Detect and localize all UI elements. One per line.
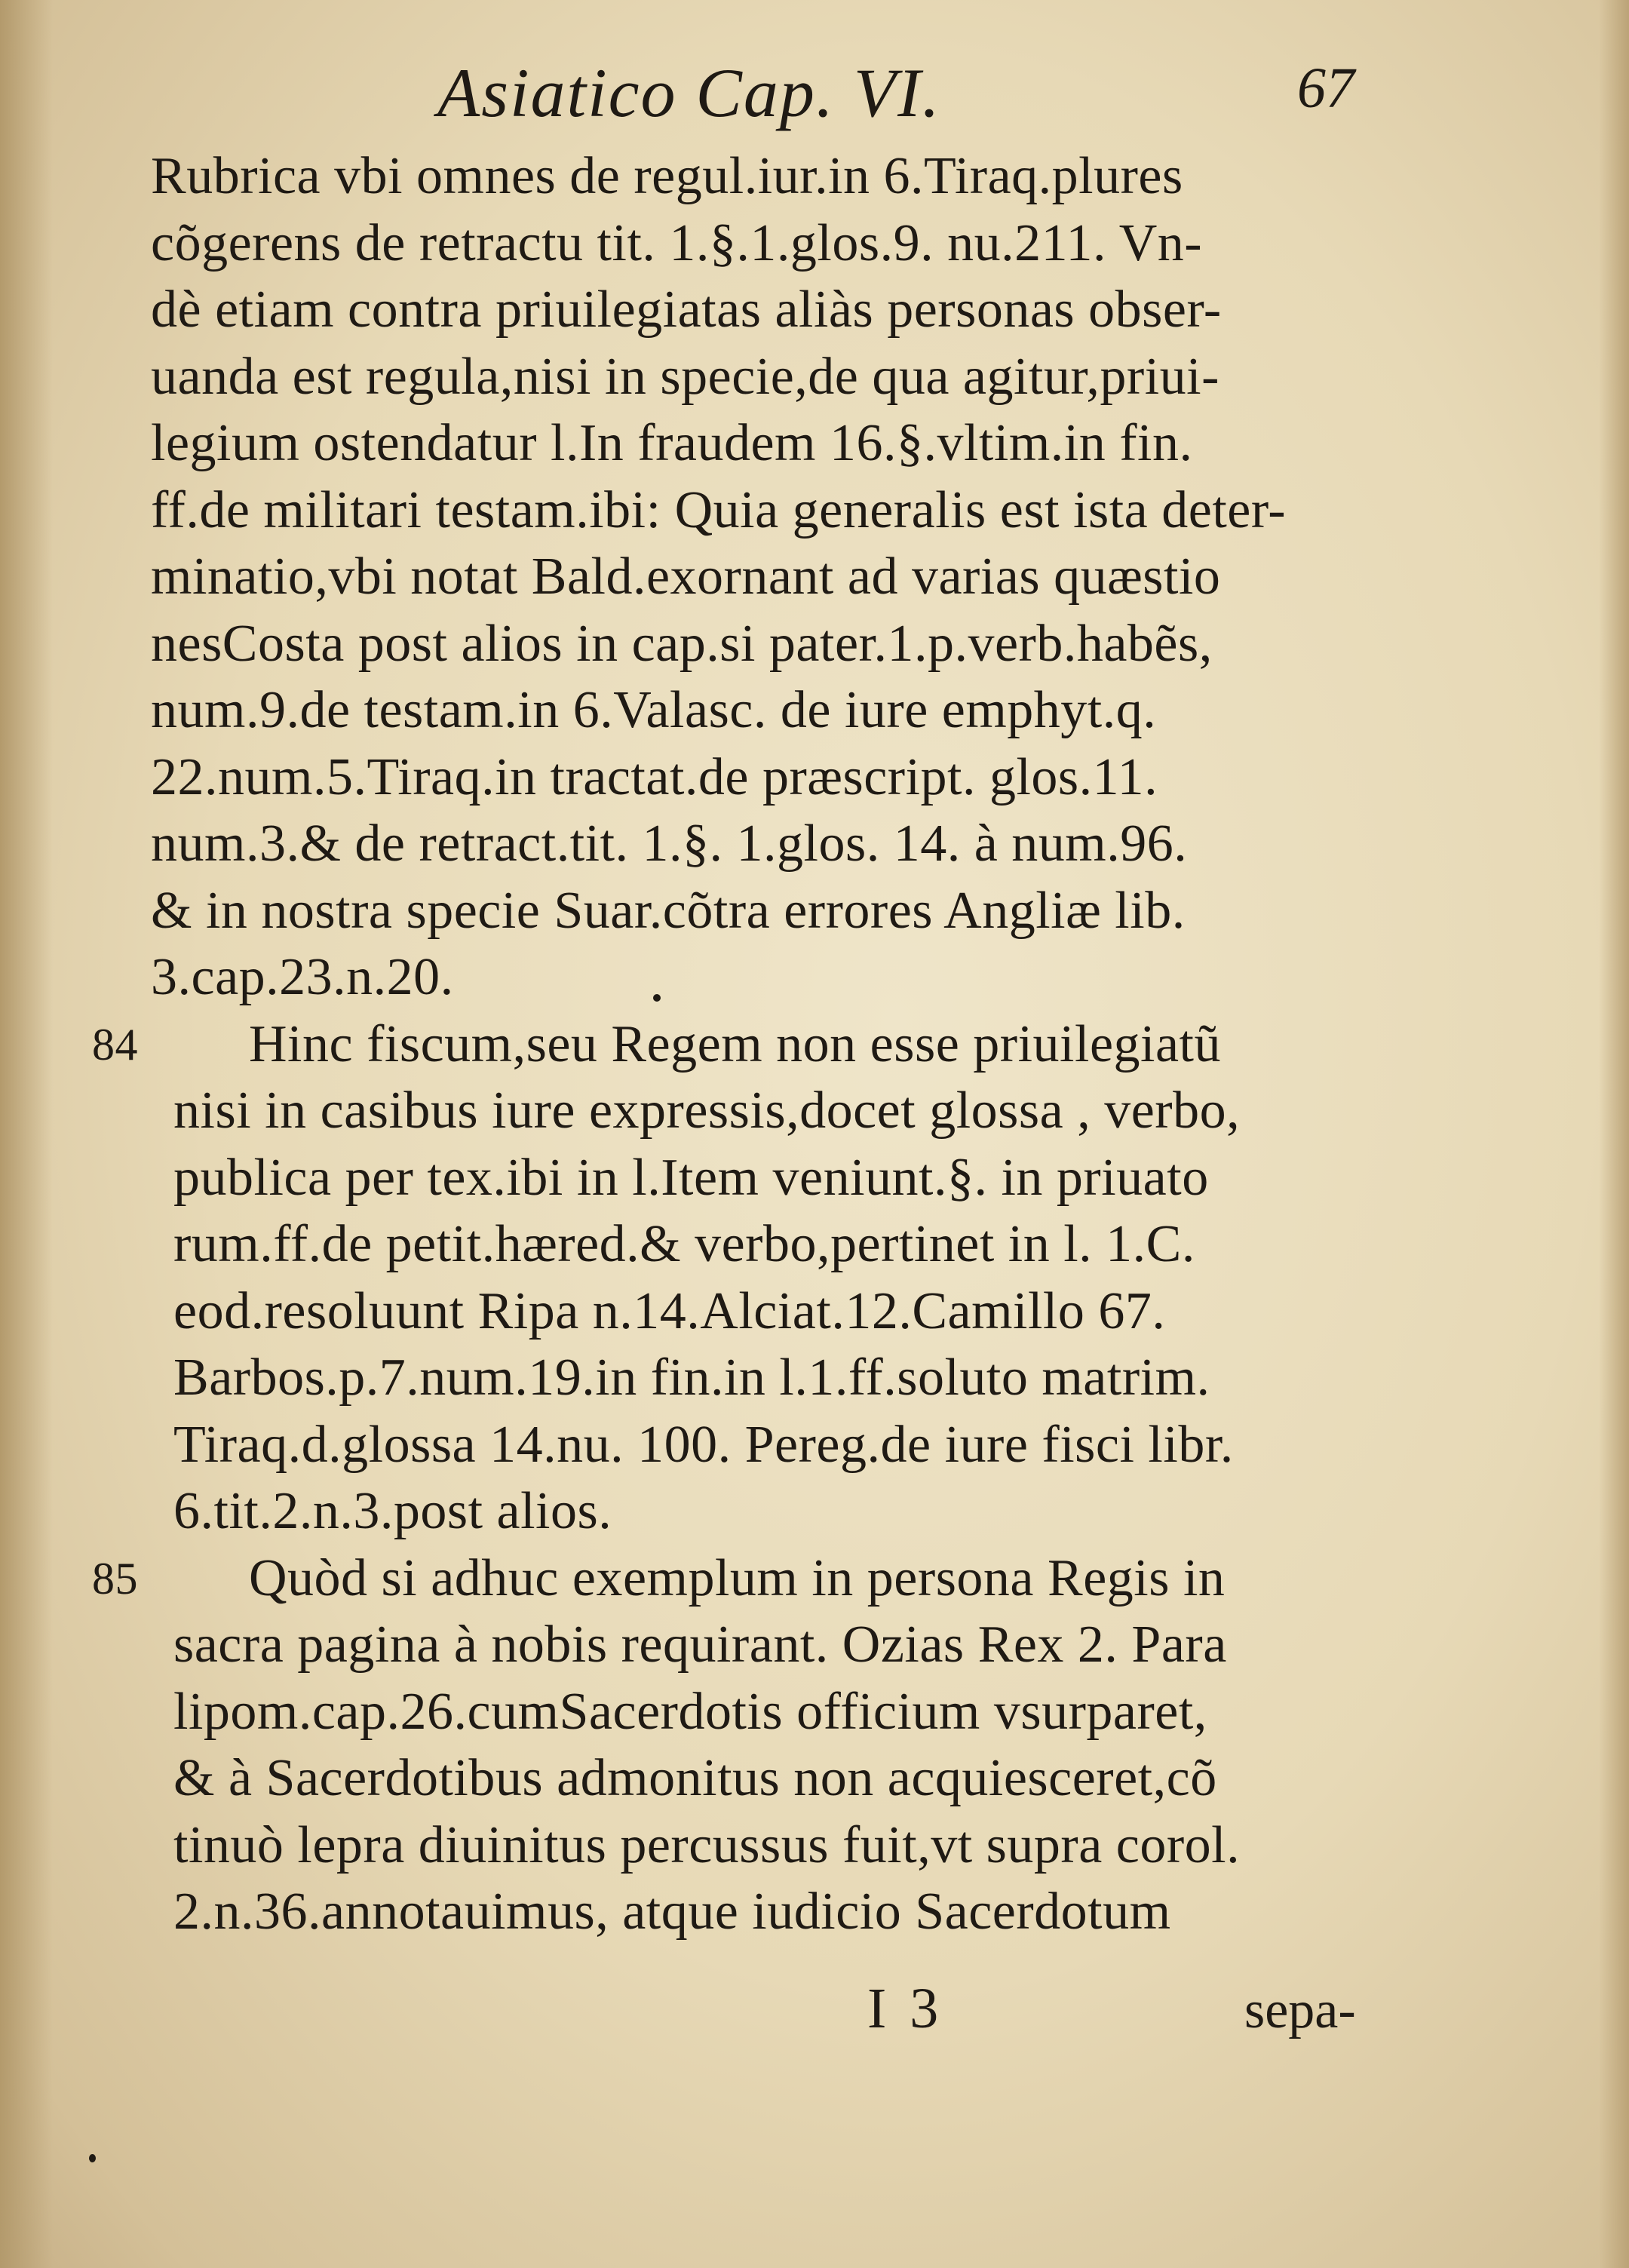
text-line [92,1011,1388,1079]
text-line [151,1812,1388,1880]
line-text: tinuò lepra diuinitus percussus fuit,vt supra corol. [173,1815,1241,1874]
ink-spot [653,994,661,1002]
line-text: uanda est regula,nisi in specie,de qua agitur,priui- [151,347,1219,406]
line-text: minatio,vbi notat Bald.exornant ad varias quæstio [151,548,1221,606]
ink-spot [89,2154,96,2162]
text-line [151,1412,1388,1479]
line-text: Tiraq.d.glossa 14.nu. 100. Pereg.de iure fisci libr. [173,1415,1234,1474]
text-line [151,944,1388,1011]
line-text: Quòd si adhuc exemplum in persona Regis in [249,1548,1226,1607]
page-shadow-right [1599,0,1629,2268]
line-text: cõgerens de retractu tit. 1.§.1.glos.9. nu.211. Vn- [151,213,1203,272]
text-line [151,143,1388,210]
line-text: nesCosta post alios in cap.si pater.1.p.verb.habẽs, [151,614,1213,673]
line-text: Rubrica vbi omnes de regul.iur.in 6.Tiraq.plures [151,147,1183,205]
text-line [151,1078,1388,1145]
page-footer [0,1976,1629,2052]
text-line [151,344,1388,411]
text-line [151,811,1388,878]
line-text: nisi in casibus iure expressis,docet glossa , verbo, [173,1082,1241,1140]
line-text: 22.num.5.Tiraq.in tractat.de præscript. glos.11. [151,747,1158,806]
line-text: ff.de militari testam.ibi: Quia generalis est ista deter- [151,480,1287,539]
margin-number: 84 [92,1019,138,1070]
running-head [0,53,1629,136]
line-text: eod.resoluunt Ripa n.14.Alciat.12.Camillo 67. [173,1281,1166,1340]
running-title: Asiatico Cap. VI. [437,54,941,131]
text-line [151,1345,1388,1412]
page-shadow-left [0,0,53,2268]
text-line [151,1211,1388,1278]
line-text: rum.ff.de petit.hæred.& verbo,pertinet in l. 1.C. [173,1215,1195,1273]
line-text: num.3.& de retract.tit. 1.§. 1.glos. 14. à num.96. [151,815,1188,873]
margin-number: 85 [92,1553,138,1604]
text-line [92,1545,1388,1613]
text-line [151,1478,1388,1545]
text-line [151,611,1388,678]
line-text: sacra pagina à nobis requirant. Ozias Rex 2. Para [173,1616,1227,1674]
text-line [151,1145,1388,1212]
text-line [151,277,1388,344]
text-line [151,1612,1388,1679]
catchword: sepa- [1244,1981,1356,2039]
text-line [151,1745,1388,1812]
text-line [151,677,1388,744]
text-line [151,410,1388,477]
text-line [151,1278,1388,1346]
line-text: Hinc fiscum,seu Regem non esse priuilegiatũ [249,1014,1221,1073]
line-text: Barbos.p.7.num.19.in fin.in l.1.ff.soluto matrim. [173,1349,1210,1407]
line-text: 6.tit.2.n.3.post alios. [173,1482,612,1540]
line-text: publica per tex.ibi in l.Item veniunt.§. in priuato [173,1148,1209,1207]
page-number: 67 [1297,57,1354,120]
text-line [151,1679,1388,1746]
text-line [151,210,1388,278]
text-line [151,878,1388,945]
line-text: num.9.de testam.in 6.Valasc. de iure emphyt.q. [151,681,1157,739]
line-text: dè etiam contra priuilegiatas aliàs personas obser- [151,281,1222,339]
line-text: 3.cap.23.n.20. [151,948,454,1006]
line-text: legium ostendatur l.In fraudem 16.§.vltim.in fin. [151,414,1193,472]
text-line [151,1879,1388,1946]
body-text [92,143,1388,1946]
text-line [151,744,1388,812]
line-text: 2.n.36.annotauimus, atque iudicio Sacerdotum [173,1883,1171,1941]
signature-mark: I 3 [867,1977,943,2040]
text-line [151,477,1388,545]
line-text: & in nostra specie Suar.cõtra errores Angliæ lib. [151,881,1186,940]
text-line [151,544,1388,611]
line-text: lipom.cap.26.cumSacerdotis officium vsurparet, [173,1682,1207,1741]
line-text: & à Sacerdotibus admonitus non acquiesceret,cõ [173,1749,1217,1807]
